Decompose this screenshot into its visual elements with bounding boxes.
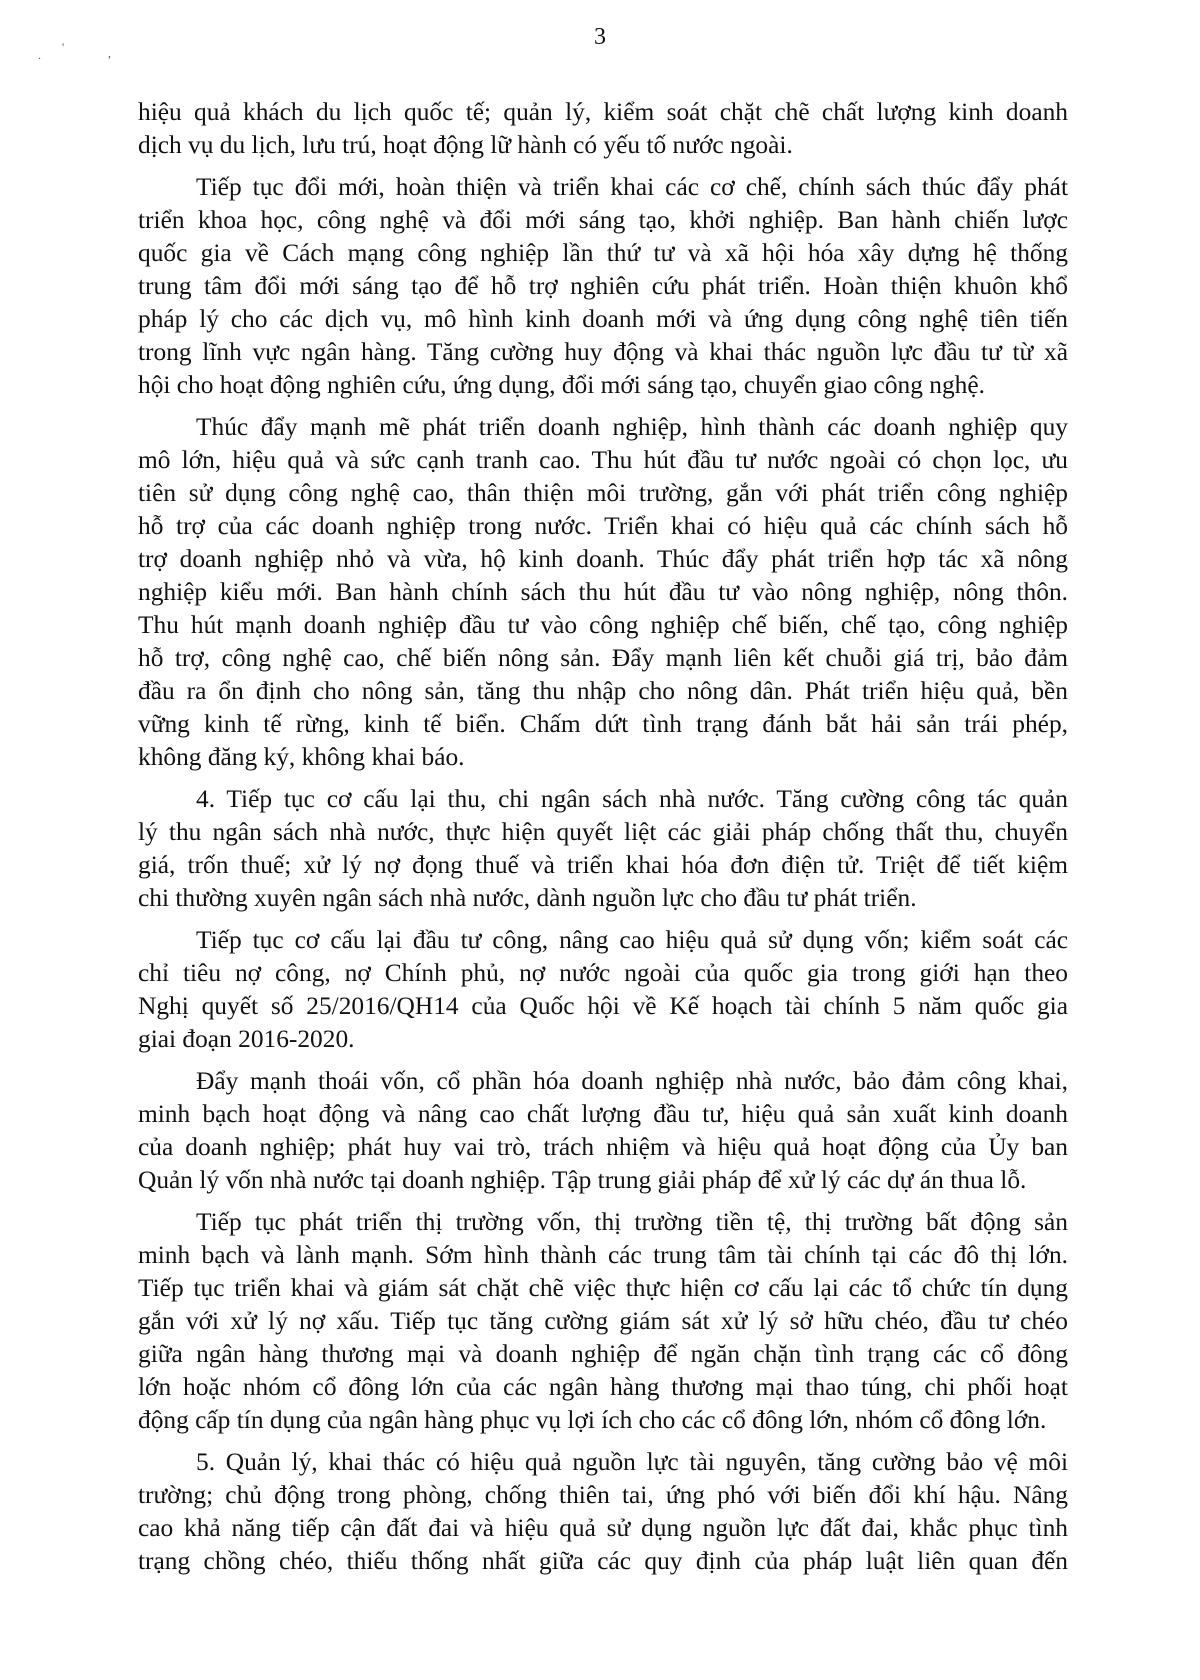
text-line: 4. Tiếp tục cơ cấu lại thu, chi ngân sách nhà nước. Tăng cường công tác quản — [196, 785, 1068, 813]
text-line: không đăng ký, không khai báo. — [138, 743, 465, 771]
text-line: Tiếp tục phát triển thị trường vốn, thị trường tiền tệ, thị trường bất động sản — [196, 1208, 1068, 1236]
text-line: pháp lý cho các dịch vụ, mô hình kinh doanh mới và ứng dụng công nghệ tiên tiến — [138, 305, 1068, 333]
scan-speck: . — [38, 48, 41, 62]
text-line: cao khả năng tiếp cận đất đai và hiệu quả sử dụng nguồn lực đất đai, khắc phục tình — [138, 1514, 1068, 1542]
paragraph — [138, 1206, 1068, 1437]
text-line: hội cho hoạt động nghiên cứu, ứng dụng, đổi mới sáng tạo, chuyển giao công nghệ. — [138, 371, 985, 399]
text-line: hỗ trợ của các doanh nghiệp trong nước. Triển khai có hiệu quả các chính sách hỗ — [138, 512, 1068, 540]
text-line: Nghị quyết số 25/2016/QH14 của Quốc hội về Kế hoạch tài chính 5 năm quốc gia — [138, 992, 1068, 1020]
text-line: minh bạch và lành mạnh. Sớm hình thành các trung tâm tài chính tại các đô thị lớn. — [138, 1241, 1068, 1269]
text-line: Tiếp tục đổi mới, hoàn thiện và triển khai các cơ chế, chính sách thúc đẩy phát — [196, 173, 1068, 201]
text-line: giá, trốn thuế; xử lý nợ đọng thuế và triển khai hóa đơn điện tử. Triệt để tiết kiệm — [138, 851, 1068, 879]
text-line: dịch vụ du lịch, lưu trú, hoạt động lữ hành có yếu tố nước ngoài. — [138, 131, 793, 159]
text-line: trạng chồng chéo, thiếu thống nhất giữa các quy định của pháp luật liên quan đến — [138, 1547, 1068, 1575]
text-line: trường; chủ động trong phòng, chống thiên tai, ứng phó với biến đổi khí hậu. Nâng — [138, 1481, 1068, 1509]
text-line: lớn hoặc nhóm cổ đông lớn của các ngân hàng thương mại thao túng, chi phối hoạt — [138, 1373, 1068, 1401]
text-line: trong lĩnh vực ngân hàng. Tăng cường huy động và khai thác nguồn lực đầu tư từ xã — [138, 338, 1068, 366]
paragraph — [138, 96, 1068, 162]
text-line: trung tâm đổi mới sáng tạo để hỗ trợ nghiên cứu phát triển. Hoàn thiện khuôn khổ — [138, 272, 1068, 300]
text-line: vững kinh tế rừng, kinh tế biển. Chấm dứt tình trạng đánh bắt hải sản trái phép, — [138, 710, 1068, 738]
page-number: 3 — [594, 24, 606, 50]
text-line: 5. Quản lý, khai thác có hiệu quả nguồn lực tài nguyên, tăng cường bảo vệ môi — [196, 1448, 1068, 1476]
text-line: mô lớn, hiệu quả và sức cạnh tranh cao. Thu hút đầu tư nước ngoài có chọn lọc, ưu — [138, 446, 1068, 474]
text-line: giữa ngân hàng thương mại và doanh nghiệp để ngăn chặn tình trạng các cổ đông — [138, 1340, 1068, 1368]
paragraph — [138, 1446, 1068, 1578]
paragraph — [138, 171, 1068, 402]
text-line: Quản lý vốn nhà nước tại doanh nghiệp. Tập trung giải pháp để xử lý các dự án thua lỗ. — [138, 1166, 1027, 1194]
scan-speck: , — [108, 46, 111, 60]
document-body — [138, 96, 1068, 1587]
text-line: tiên sử dụng công nghệ cao, thân thiện môi trường, gắn với phát triển công nghiệp — [138, 479, 1068, 507]
text-line: quốc gia về Cách mạng công nghiệp lần thứ tư và xã hội hóa xây dựng hệ thống — [138, 239, 1068, 267]
text-line: Đẩy mạnh thoái vốn, cổ phần hóa doanh nghiệp nhà nước, bảo đảm công khai, — [196, 1067, 1068, 1095]
text-line: của doanh nghiệp; phát huy vai trò, trách nhiệm và hiệu quả hoạt động của Ủy ban — [138, 1133, 1068, 1161]
text-line: Thúc đẩy mạnh mẽ phát triển doanh nghiệp, hình thành các doanh nghiệp quy — [196, 413, 1068, 441]
text-line: chi thường xuyên ngân sách nhà nước, dành nguồn lực cho đầu tư phát triển. — [138, 884, 917, 912]
text-line: Tiếp tục triển khai và giám sát chặt chẽ việc thực hiện cơ cấu lại các tổ chức tín dụng — [138, 1274, 1068, 1302]
text-line: gắn với xử lý nợ xấu. Tiếp tục tăng cường giám sát xử lý sở hữu chéo, đầu tư chéo — [138, 1307, 1068, 1335]
paragraph — [138, 783, 1068, 915]
paragraph — [138, 411, 1068, 774]
paragraph — [138, 924, 1068, 1056]
text-line: minh bạch hoạt động và nâng cao chất lượng đầu tư, hiệu quả sản xuất kinh doanh — [138, 1100, 1068, 1128]
text-line: động cấp tín dụng của ngân hàng phục vụ lợi ích cho các cổ đông lớn, nhóm cổ đông lớn. — [138, 1406, 1047, 1434]
scan-speck: ' — [62, 40, 65, 54]
text-line: đầu ra ổn định cho nông sản, tăng thu nhập cho nông dân. Phát triển hiệu quả, bền — [138, 677, 1068, 705]
text-line: hiệu quả khách du lịch quốc tế; quản lý, kiểm soát chặt chẽ chất lượng kinh doanh — [138, 98, 1068, 126]
text-line: giai đoạn 2016-2020. — [138, 1025, 355, 1053]
text-line: Tiếp tục cơ cấu lại đầu tư công, nâng cao hiệu quả sử dụng vốn; kiểm soát các — [196, 926, 1068, 954]
text-line: chỉ tiêu nợ công, nợ Chính phủ, nợ nước ngoài của quốc gia trong giới hạn theo — [138, 959, 1068, 987]
text-line: nghiệp kiểu mới. Ban hành chính sách thu hút đầu tư vào nông nghiệp, nông thôn. — [138, 578, 1068, 606]
text-line: trợ doanh nghiệp nhỏ và vừa, hộ kinh doanh. Thúc đẩy phát triển hợp tác xã nông — [138, 545, 1068, 573]
text-line: hỗ trợ, công nghệ cao, chế biến nông sản. Đẩy mạnh liên kết chuỗi giá trị, bảo đảm — [138, 644, 1068, 672]
paragraph — [138, 1065, 1068, 1197]
text-line: lý thu ngân sách nhà nước, thực hiện quyết liệt các giải pháp chống thất thu, chuyển — [138, 818, 1068, 846]
text-line: Thu hút mạnh doanh nghiệp đầu tư vào công nghiệp chế biến, chế tạo, công nghiệp — [138, 611, 1068, 639]
text-line: triển khoa học, công nghệ và đổi mới sáng tạo, khởi nghiệp. Ban hành chiến lược — [138, 206, 1068, 234]
